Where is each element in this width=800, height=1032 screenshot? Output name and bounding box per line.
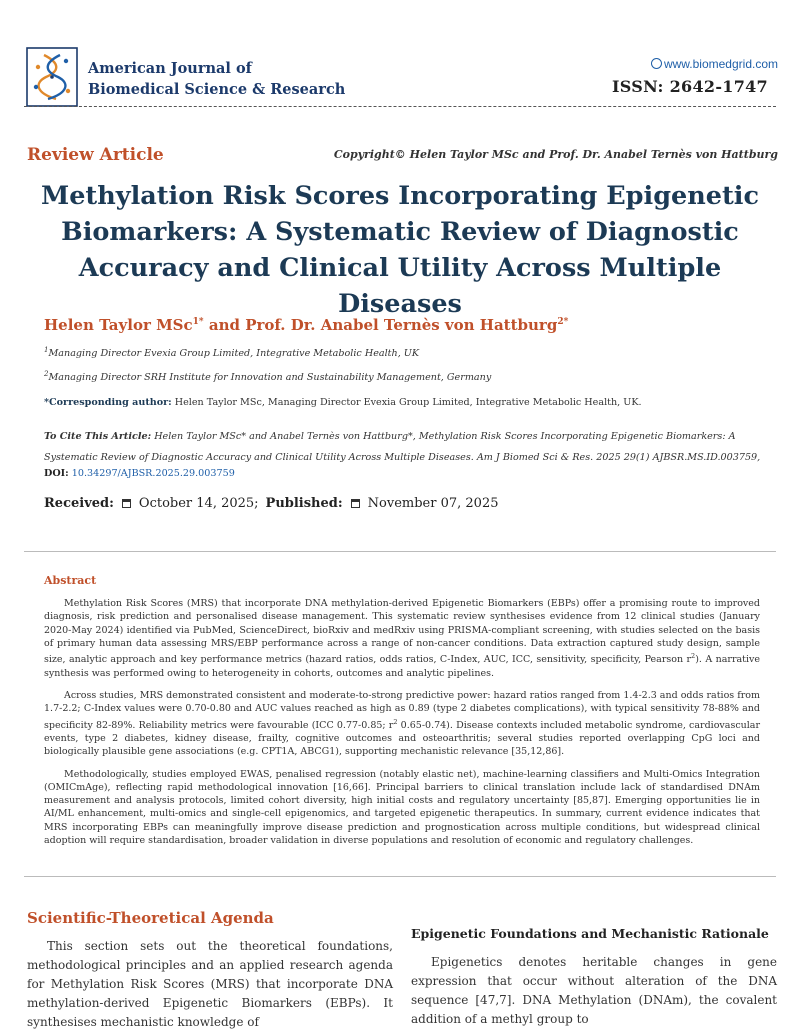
- subsection-heading: Epigenetic Foundations and Mechanistic Rationale: [411, 926, 769, 941]
- affiliation-2: [44, 370, 491, 383]
- column-1-text: This section sets out the theoretical foundations, methodological principles and an applied research agenda for Methylation Risk Scores (MRS) that incorporate DNA methylation-derived Epigenetic Biomarkers (EBPs). It synthesises mechanistic knowledge of: [27, 939, 393, 1029]
- abstract-p1-sup: 2: [691, 652, 696, 661]
- corresponding-label: *Corresponding author:: [44, 397, 172, 408]
- article-type: Review Article: [27, 145, 164, 165]
- journal-name-line1: American Journal of: [88, 60, 252, 77]
- author-2-sup: 2*: [557, 317, 569, 327]
- received-label: Received:: [44, 496, 114, 511]
- article-title: Methylation Risk Scores Incorporating Epigenetic Biomarkers: A Systematic Review of Diagnostic Accuracy and Clinical Utility Across Multiple Diseases: [40, 181, 760, 319]
- authors-conjunction: and: [203, 316, 246, 334]
- abstract-body: [44, 597, 760, 856]
- website-url[interactable]: www.biomedgrid.com: [663, 57, 778, 71]
- doi-link[interactable]: 10.34297/AJBSR.2025.29.003759: [71, 468, 235, 479]
- received-date: October 14, 2025;: [138, 496, 259, 511]
- abstract-paragraph-3: Methodologically, studies employed EWAS, penalised regression (notably elastic net), machine-learning classifiers and Multi-Omics Integration (OMICmAge), reflecting rapid methodological innovation [16,66]. Principal barriers to clinical translation include lack of standardised DNAm measurement and analysis protocols, limited cohort diversity, high initial costs and regulatory uncertainty [85,87]. Emerging opportunities lie in AI/ML enhancement, multi-omics and single-cell epigenomics, and targeted epigenetic therapeutics. In summary, current evidence indicates that MRS incorporating EBPs can meaningfully improve disease prediction and prognostication across multiple conditions, but widespread clinical adoption will require standardisation, broader validation in diverse populations and resolution of economic and regulatory challenges.: [44, 768, 760, 847]
- journal-logo: [26, 47, 78, 107]
- abstract-p2a-text: Across studies, MRS demonstrated consistent and moderate-to-strong predictive power: hazard ratios ranged from 1.4-2.3 and odds ratios from 1.7-2.2; C-Index values were 0.70-0.80 and AUC values reached as high as 0.89 (type 2 diabetes complications), with typical sensitivity 78-88% and specificity 82-89%. Reliability metrics were favourable (ICC 0.77-0.85; r: [44, 689, 760, 731]
- abstract-heading: Abstract: [44, 574, 97, 587]
- abstract-p2-sup: 2: [393, 717, 398, 726]
- header-divider: [24, 106, 776, 107]
- abstract-paragraph-1: [44, 597, 760, 680]
- abstract-p1-text: Methylation Risk Scores (MRS) that incorporate DNA methylation-derived Epigenetic Biomarkers (EBPs) offer a promising route to improved diagnosis, risk prediction and personalised disease management. This systematic review synthesises evidence from 12 clinical studies (January 2020-May 2024) identified via PubMed, ScienceDirect, bioRxiv and medRxiv using PRISMA-compliant screening, with studies selected on the basis of primary human data assessing MRS/EBP performance across a range of non-cancer conditions. Data extraction captured study design, sample size, analytic approach and key performance metrics (hazard ratios, odds ratios, C-Index, AUC, ICC, sensitivity, specificity, Pearson r: [44, 598, 760, 666]
- globe-icon: [651, 58, 662, 69]
- journal-name: [88, 58, 345, 100]
- abstract-bottom-rule: [24, 876, 776, 877]
- corresponding-text: Helen Taylor MSc, Managing Director Evexia Group Limited, Integrative Metabolic Health, UK.: [171, 397, 642, 408]
- citation-label: To Cite This Article:: [44, 431, 152, 442]
- copyright: Copyright© Helen Taylor MSc and Prof. Dr. Anabel Ternès von Hattburg: [333, 148, 778, 161]
- author-1[interactable]: Helen Taylor MSc: [44, 316, 193, 334]
- doi: [44, 468, 235, 479]
- corresponding-author: [44, 397, 642, 408]
- affiliation-1-text: Managing Director Evexia Group Limited, Integrative Metabolic Health, UK: [48, 348, 420, 360]
- abstract-paragraph-2: [44, 689, 760, 759]
- author-2[interactable]: Prof. Dr. Anabel Ternès von Hattburg: [245, 316, 558, 334]
- column-2-text: Epigenetics denotes heritable changes in gene expression that occur without alteration of the DNA sequence [47,7]. DNA Methylation (DNAm), the covalent addition of a methyl group to: [411, 955, 777, 1026]
- journal-name-line2: Biomedical Science & Research: [88, 81, 346, 98]
- abstract-p1-end: ). A narrative synthesis was performed owing to heterogeneity in cohorts, outcomes and analytic pipelines.: [44, 654, 760, 679]
- dates: [44, 496, 499, 511]
- abstract-p2b-text: 0.65-0.74). Disease contexts included metabolic syndrome, cardiovascular events, type 2 diabetes, kidney disease, frailty, cognitive outcomes and osteoarthritis; several studies reported overlapping CpG loci and biologically plausible gene associations (e.g. CPT1A, ABCG1), supporting mechanistic relevance [35,12,86].: [44, 719, 760, 758]
- affiliation-2-num: 2: [44, 370, 49, 378]
- abstract-top-rule: [24, 551, 776, 552]
- doi-label: DOI:: [44, 468, 69, 479]
- website-link[interactable]: [651, 57, 778, 71]
- affiliation-1: [44, 346, 419, 359]
- published-label: Published:: [265, 496, 343, 511]
- citation-text: Helen Taylor MSc* and Anabel Ternès von Hattburg*, Methylation Risk Scores Incorporating Epigenetic Biomarkers: A Systematic Review of Diagnostic Accuracy and Clinical Utility Across Multiple Diseases. Am J Biomed Sci & Res. 2025 29(1) AJBSR.MS.ID.003759,: [44, 431, 761, 463]
- calendar-icon: [122, 499, 131, 508]
- published-date: November 07, 2025: [367, 496, 499, 511]
- issn: ISSN: 2642-1747: [612, 77, 768, 96]
- calendar-icon: [351, 499, 360, 508]
- affiliation-2-text: Managing Director SRH Institute for Innovation and Sustainability Management, Germany: [48, 372, 492, 384]
- affiliation-1-num: 1: [44, 346, 49, 354]
- author-1-sup: 1*: [192, 317, 204, 327]
- authors: [44, 316, 568, 334]
- citation: [44, 426, 766, 468]
- section-heading: Scientific-Theoretical Agenda: [27, 909, 274, 927]
